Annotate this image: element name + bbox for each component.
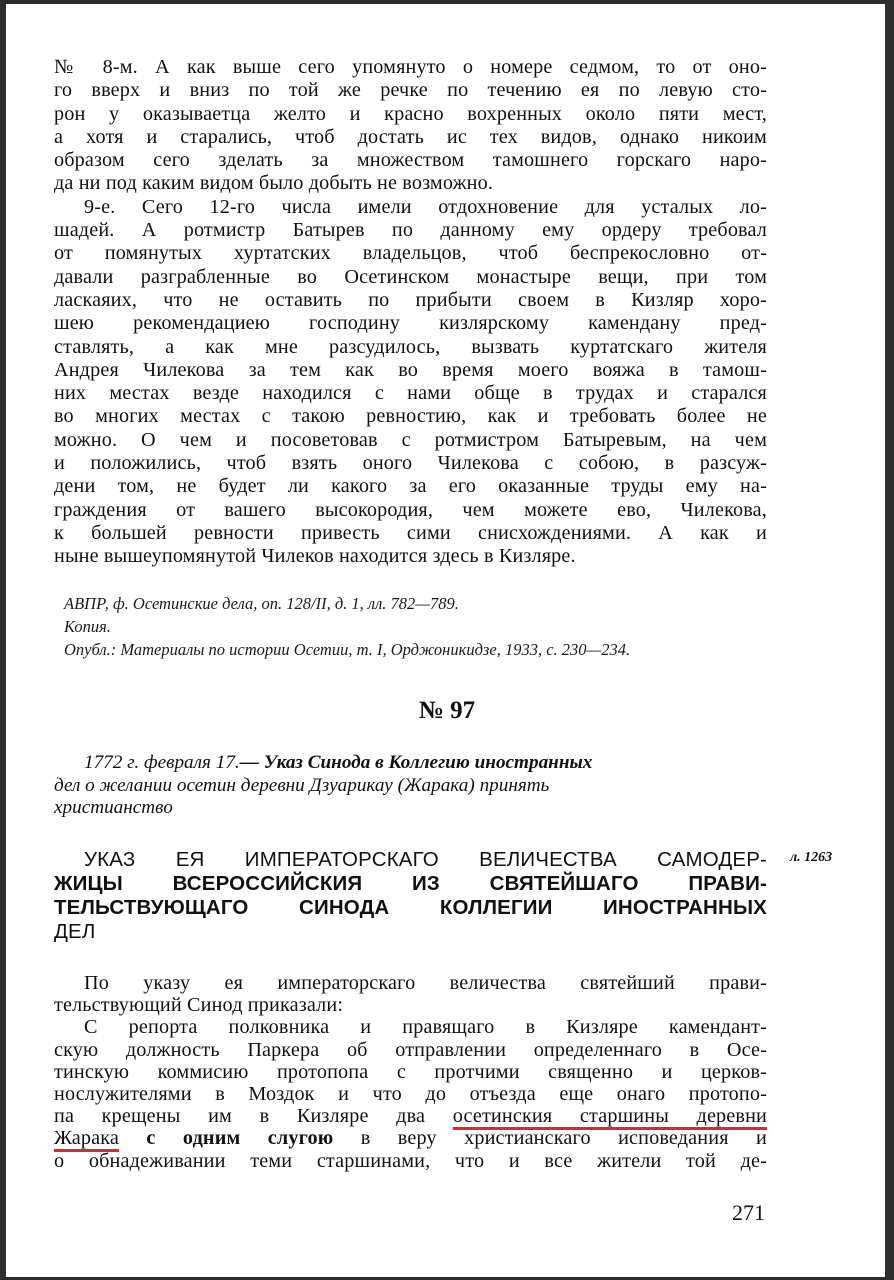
text-line: тинскую коммисию протопопа с протчими священно и церков- bbox=[54, 1060, 767, 1083]
text-line: ныне вышеупомянутой Чилеков находится здесь в Кизляре. bbox=[54, 545, 576, 568]
text-line: ласкаяих, что не оставить по прибыти своем в Кизляр хоро- bbox=[54, 288, 767, 311]
folio-margin-note: л. 1263 bbox=[790, 850, 833, 865]
text-line: и положились, чтоб взять оного Чилекова с собою, в разсуж- bbox=[54, 452, 767, 475]
title-line: ЖИЦЫ ВСЕРОССИЙСКИЯ ИЗ СВЯТЕЙШАГО ПРАВИ- bbox=[54, 872, 767, 895]
text-line: го вверх и вниз по той же речке по течению ея по левую сто- bbox=[54, 79, 767, 102]
summary-title: — Указ Синода в Коллегию иностранных bbox=[239, 752, 593, 773]
text-line: а хотя и старались, чтоб достать ис тех видов, однако никоим bbox=[54, 125, 767, 148]
text-line: о обнадеживании теми старшинами, что и все жители той де- bbox=[54, 1149, 767, 1172]
page-number: 271 bbox=[732, 1200, 765, 1225]
archive-reference: АВПР, ф. Осетинские дела, оп. 128/II, д. 1, лл. 782—789. bbox=[64, 594, 459, 613]
text-line: можно. О чем и посоветовав с ротмистром Батыревым, на чем bbox=[54, 428, 767, 451]
text-fragment: па крещены им в Кизляре два bbox=[54, 1105, 453, 1128]
document-number: № 97 bbox=[418, 697, 476, 724]
source-notes bbox=[64, 592, 764, 661]
text-line: тельствующий Синод приказали: bbox=[54, 994, 344, 1017]
text-line: ставлять, а как мне разсудилось, вызвать куртатскаго жителя bbox=[54, 335, 767, 358]
decree-title bbox=[54, 848, 767, 944]
title-line: УКАЗ ЕЯ ИМПЕРАТОРСКАГО ВЕЛИЧЕСТВА САМОДЕР- bbox=[84, 848, 767, 871]
text-line: шею рекомендациею господину кизлярскому камендану пред- bbox=[54, 312, 767, 335]
document-summary bbox=[54, 752, 767, 820]
paragraph-item-9 bbox=[54, 196, 767, 569]
text-line: По указу ея императорскаго величества святейший прави- bbox=[84, 972, 767, 994]
text-line: во многих местах с такою ревностию, как и требовать более не bbox=[54, 405, 767, 428]
copy-note: Копия. bbox=[64, 617, 111, 636]
text-line: к большей ревности привесть сими снисхождениями. А как и bbox=[54, 521, 767, 544]
text-line: шадей. А ротмистр Батырев по данному ему ордеру требовал bbox=[54, 219, 767, 242]
text-line: рон у оказываетца желто и красно вохренных около пяти мест, bbox=[54, 102, 767, 125]
text-line bbox=[54, 1105, 767, 1127]
text-line: скую должность Паркера об отправлении определеннаго в Осе- bbox=[54, 1038, 767, 1061]
text-line: граждения от вашего высокородия, чем можете ево, Чилекова, bbox=[54, 498, 767, 521]
text-line: Андрея Чилекова за тем как во время моего вояжа в тамош- bbox=[54, 358, 767, 381]
title-line: ТЕЛЬСТВУЮЩАГО СИНОДА КОЛЛЕГИИ ИНОСТРАННЫХ bbox=[54, 896, 767, 919]
text-line: С репорта полковника и правящаго в Кизляре камендант- bbox=[84, 1016, 767, 1039]
text-line: давали разграбленные во Осетинском монастыре вещи, при том bbox=[54, 265, 767, 288]
decree-body bbox=[54, 972, 767, 1172]
text-line: 9-е. Сего 12-го числа имели отдохновение для усталых ло- bbox=[84, 195, 767, 218]
text-line: от помянутых хуртатских владельцов, чтоб беспрекословно от- bbox=[54, 242, 767, 265]
text-fragment-bold: с одним слугою bbox=[118, 1127, 334, 1150]
text-line: нослужителями в Моздок и что до отъезда еще онаго протопо- bbox=[54, 1083, 767, 1106]
text-fragment: в веру христианскаго исповедания и bbox=[333, 1127, 768, 1150]
text-line: образом сего зделать за множеством тамошнего горскаго наро- bbox=[54, 149, 767, 172]
highlighted-phrase: осетинския старшины деревни bbox=[452, 1105, 767, 1128]
paragraph-item-8 bbox=[54, 56, 767, 196]
summary-date: 1772 г. февраля 17. bbox=[84, 752, 240, 773]
text-line bbox=[54, 1127, 767, 1149]
top-text-block bbox=[54, 56, 767, 569]
highlighted-village-name: Жарака bbox=[54, 1127, 119, 1150]
summary-line bbox=[54, 752, 767, 775]
publication-reference: Опубл.: Материалы по истории Осетии, т. I, Орджоникидзе, 1933, с. 230—234. bbox=[64, 640, 631, 659]
text-line: них местах везде находился с нами обще в трудах и старался bbox=[54, 382, 767, 405]
summary-line: дел о желании осетин деревни Дзуарикау (Жарака) принять bbox=[54, 774, 550, 796]
title-line: ДЕЛ bbox=[54, 920, 96, 943]
summary-line: христианство bbox=[54, 797, 173, 818]
text-line: № 8-м. А как выше сего упомянуто о номере седмом, то от оно- bbox=[54, 56, 767, 78]
text-line: дени том, не будет ли какого за его оказанные труды ему на- bbox=[54, 475, 767, 498]
text-line: да ни под каким видом было добыть не возможно. bbox=[54, 172, 494, 195]
